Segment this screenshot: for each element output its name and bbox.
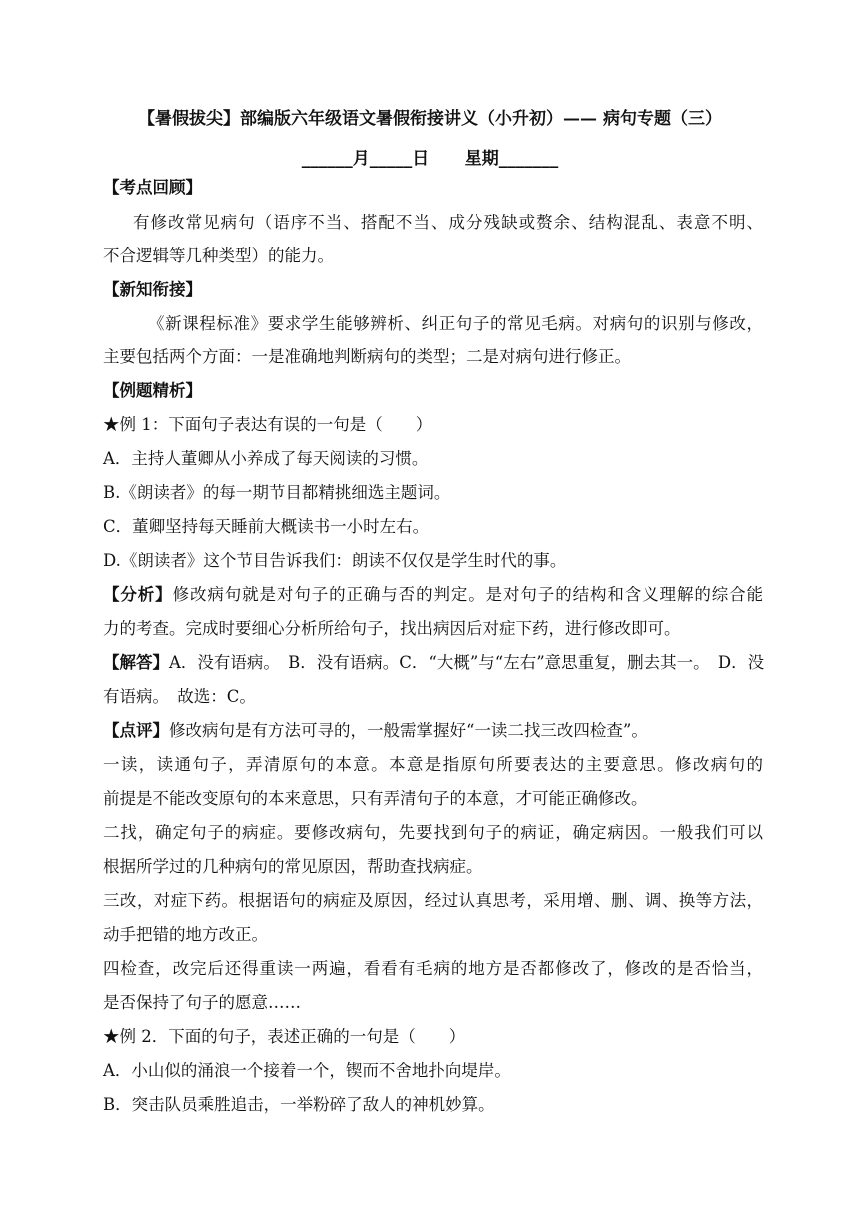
new-knowledge-line-2: 主要包括两个方面：一是准确地判断病句的类型；二是对病句进行修正。 <box>103 347 631 366</box>
date-line: ______月_____日 星期_______ <box>301 149 559 169</box>
review-paragraph-line-2: 不合逻辑等几种类型）的能力。 <box>103 246 334 265</box>
example-1-analysis-line-2: 力的考查。完成时要细心分析所给句子，找出病因后对症下药，进行修改即可。 <box>103 619 681 638</box>
section-heading-examples: 【例题精析】 <box>103 381 202 400</box>
step-1-line-1: 一读，读通句子，弄清原句的本意。本意是指原句所要表达的主要意思。修改病句的 <box>103 755 763 774</box>
example-1-option-a: A．主持人董卿从小养成了每天阅读的习惯。 <box>103 449 429 468</box>
example-1-answer-line-1 <box>103 652 763 674</box>
section-heading-new-knowledge: 【新知衔接】 <box>103 280 202 299</box>
section-heading-review: 【考点回顾】 <box>103 178 202 197</box>
step-2-line-2: 根据所学过的几种病句的常见原因，帮助查找病症。 <box>103 857 483 876</box>
example-1-option-c: C．董卿坚持每天睡前大概读书一小时左右。 <box>103 517 430 536</box>
step-2-line-1: 二找，确定句子的病症。要修改病句，先要找到句子的病证，确定病因。一般我们可以 <box>103 823 763 842</box>
answer-text: A．没有语病。 B．没有语病。C．“大概”与“左右”意思重复，删去其一。 D．没 <box>169 653 765 672</box>
answer-tag: 【解答】 <box>103 653 169 672</box>
comment-tag: 【点评】 <box>103 721 169 740</box>
example-1-option-d: D.《朗读者》这个节目告诉我们：朗读不仅仅是学生时代的事。 <box>103 551 567 570</box>
example-2-option-a: A．小山似的涌浪一个接着一个，锲而不舍地扑向堤岸。 <box>103 1061 511 1080</box>
comment-text: 修改病句是有方法可寻的，一般需掌握好“一读二找三改四检查”。 <box>169 721 648 740</box>
step-3-line-2: 动手把错的地方改正。 <box>103 925 268 944</box>
step-3-line-1: 三改，对症下药。根据语句的病症及原因，经过认真思考，采用增、删、调、换等方法， <box>103 891 763 910</box>
step-4-line-2: 是否保持了句子的愿意…… <box>103 993 301 1012</box>
new-knowledge-line-1: 《新课程标准》要求学生能够辨析、纠正句子的常见毛病。对病句的识别与修改， <box>148 314 763 333</box>
analysis-text: 修改病句就是对句子的正确与否的判定。是对句子的结构和含义理解的综合能 <box>172 585 764 604</box>
example-1-analysis-line-1 <box>103 584 763 606</box>
example-1-answer-line-2: 有语病。 故选：C。 <box>103 687 256 706</box>
step-1-line-2: 前提是不能改变原句的本来意思，只有弄清句子的本意，才可能正确修改。 <box>103 789 648 808</box>
example-1-option-b: B.《朗读者》的每一期节目都精挑细选主题词。 <box>103 483 451 502</box>
step-4-line-1: 四检查，改完后还得重读一两遍，看看有毛病的地方是否都修改了，修改的是否恰当， <box>103 959 763 978</box>
analysis-tag: 【分析】 <box>103 585 173 604</box>
example-2-question: ★例 2．下面的句子，表述正确的一句是（ ） <box>103 1027 466 1046</box>
example-1-question: ★例 1：下面句子表达有误的一句是（ ） <box>103 415 433 434</box>
document-title: 【暑假拔尖】部编版六年级语文暑假衔接讲义（小升初）—— 病句专题（三） <box>138 109 722 129</box>
example-1-comment-line <box>103 720 763 742</box>
review-paragraph-line-1: 有修改常见病句（语序不当、搭配不当、成分残缺或赘余、结构混乱、表意不明、 <box>133 213 763 232</box>
example-2-option-b: B．突击队员乘胜追击，一举粉碎了敌人的神机妙算。 <box>103 1095 495 1114</box>
